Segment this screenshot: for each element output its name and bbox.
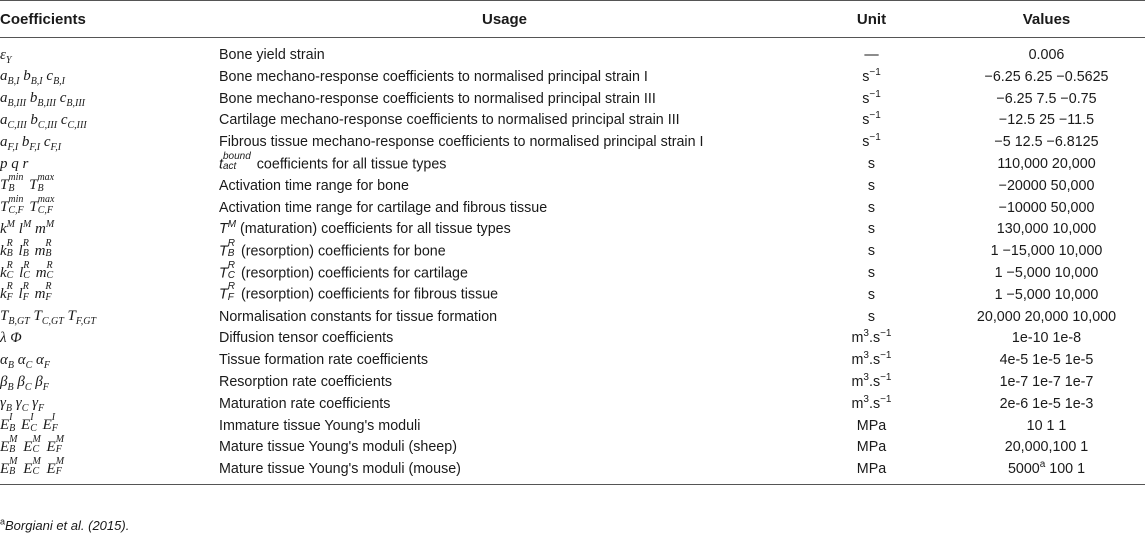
usage-cell: Bone mechano-response coefficients to normalised principal strain III (219, 90, 656, 107)
unit-cell: s (867, 264, 876, 281)
unit-cell: s (867, 177, 876, 194)
coefficient-cell: $a_{C,III}$ $b_{C,III}$ $c_{C,III}$ (0, 111, 87, 131)
usage-cell: Resorption rate coefficients (219, 373, 392, 390)
usage-cell: Cartilage mechano-response coefficients to normalised principal strain III (219, 112, 680, 129)
coefficient-cell: E I B E I C E I F (0, 412, 58, 434)
table-row (0, 284, 1145, 306)
table-row (0, 88, 1145, 110)
values-cell: −12.5 25 −11.5 (998, 112, 1095, 129)
coefficient-cell: E M B E M C E M F (0, 433, 65, 456)
values-cell: −6.25 6.25 −0.5625 (984, 68, 1109, 85)
table-row (0, 328, 1145, 350)
values-cell: 1e-7 1e-7 1e-7 (999, 373, 1094, 390)
coefficient-cell: $a_{F,I}$ $b_{F,I}$ $c_{F,I}$ (0, 133, 62, 153)
usage-cell: Mature tissue Young's moduli (mouse) (214, 458, 795, 484)
unit-cell: s (867, 221, 876, 238)
unit-cell: $m^3.s^{-1}$ (851, 372, 892, 390)
unit-cell: s (867, 155, 876, 172)
values-cell: −5 12.5 −6.8125 (994, 134, 1099, 151)
coefficient-cell: k R C l R C m R C (0, 259, 54, 282)
header-row (0, 1, 1145, 38)
table-row (0, 66, 1145, 88)
coefficient-cell: $\alpha_B$ $\alpha_C$ $\alpha_F$ (0, 351, 51, 371)
usage-cell: Activation time range for bone (219, 177, 409, 194)
table-row (0, 175, 1145, 197)
values-cell: 1 −5,000 10,000 (994, 264, 1099, 281)
values-cell: 1 −5,000 10,000 (994, 286, 1099, 303)
unit-cell: $m^3.s^{-1}$ (851, 350, 892, 369)
table-body (0, 38, 1145, 485)
usage-cell: Diffusion tensor coefficients (219, 330, 394, 347)
footnote: $^a$Borgiani et al. (2015). (0, 516, 130, 533)
usage-cell: T R B (resorption) coefficients for bone (219, 237, 446, 260)
values-cell: 2e-6 1e-5 1e-3 (999, 395, 1094, 412)
table-row (0, 415, 1145, 437)
unit-cell: MPa (856, 417, 887, 434)
table-row (0, 393, 1145, 415)
usage-cell: Fibrous tissue mechano-response coefficients to normalised principal strain I (219, 134, 704, 151)
table-row (0, 38, 1145, 67)
unit-cell: MPa (856, 439, 887, 456)
coefficient-cell: E M B E M C E M F (0, 458, 214, 484)
header-coefficients: Coefficients (0, 1, 214, 38)
unit-cell: $s^{-1}$ (862, 110, 881, 129)
table-row (0, 110, 1145, 132)
table-row (0, 153, 1145, 175)
values-cell: 0.006 (1028, 46, 1065, 63)
unit-cell: $s^{-1}$ (862, 132, 881, 151)
usage-cell: Maturation rate coefficients (219, 395, 391, 412)
values-cell: 1 −15,000 10,000 (990, 243, 1103, 260)
table-row (0, 240, 1145, 262)
unit-cell: s (867, 308, 876, 325)
coefficient-cell: $\gamma_B$ $\gamma_C$ $\gamma_F$ (0, 395, 45, 415)
usage-cell: Normalisation constants for tissue formation (219, 308, 498, 325)
values-cell: 20,000 20,000 10,000 (976, 308, 1117, 325)
coefficient-cell: p q r (0, 155, 29, 172)
header-usage: Usage (214, 1, 795, 38)
coefficient-cell: k R B l R B m R B (0, 237, 52, 260)
coefficient-cell: T min C,F T max C,F (0, 194, 55, 216)
table-row (0, 262, 1145, 284)
unit-cell: s (867, 286, 876, 303)
table-row (0, 371, 1145, 393)
unit-cell: MPa (795, 458, 948, 484)
coefficient-cell: $a_{B,I}$ $b_{B,I}$ $c_{B,I}$ (0, 68, 66, 88)
unit-cell: $m^3.s^{-1}$ (851, 328, 892, 347)
coefficient-cell: $\varepsilon_Y$ (0, 46, 12, 66)
unit-cell: $m^3.s^{-1}$ (851, 393, 892, 412)
usage-cell: Bone yield strain (219, 46, 325, 63)
usage-cell: Immature tissue Young's moduli (219, 417, 421, 434)
usage-cell: Mature tissue Young's moduli (sheep) (219, 439, 457, 456)
table-row (0, 437, 1145, 459)
usage-cell: T R C (resorption) coefficients for cartilage (219, 259, 468, 282)
usage-cell: $T^M$ (maturation) coefficients for all tissue types (219, 219, 511, 238)
unit-cell: s (867, 199, 876, 216)
values-cell: 4e-5 1e-5 1e-5 (999, 352, 1094, 369)
usage-cell: Tissue formation rate coefficients (219, 352, 428, 369)
usage-cell: Bone mechano-response coefficients to normalised principal strain I (219, 68, 648, 85)
header-unit: Unit (795, 1, 948, 38)
coefficient-cell: λ Φ (0, 329, 22, 346)
header-values: Values (948, 1, 1145, 38)
values-cell: −20000 50,000 (998, 177, 1095, 194)
coefficient-cell: $a_{B,III}$ $b_{B,III}$ $c_{B,III}$ (0, 90, 85, 110)
unit-cell: $s^{-1}$ (862, 88, 881, 107)
values-cell: 10 1 1 (1026, 417, 1067, 434)
unit-cell: — (864, 46, 879, 63)
values-cell: 1e-10 1e-8 (1011, 330, 1082, 347)
usage-cell: Activation time range for cartilage and fibrous tissue (219, 199, 548, 216)
table-row (0, 349, 1145, 371)
table-row (0, 197, 1145, 219)
coefficient-cell: $k^M$ $l^M$ $m^M$ (0, 218, 55, 237)
coefficient-cell: k R F l R F m R F (0, 281, 52, 303)
table-row (0, 458, 1145, 484)
values-cell: −10000 50,000 (998, 199, 1095, 216)
unit-cell: $s^{-1}$ (862, 66, 881, 85)
usage-cell: t bound act coefficients for all tissue types (219, 150, 447, 173)
coefficient-cell: $T_{B,GT}$ $T_{C,GT}$ $T_{F,GT}$ (0, 308, 96, 328)
unit-cell: s (867, 243, 876, 260)
coefficient-cell: $\beta_B$ $\beta_C$ $\beta_F$ (0, 373, 49, 393)
values-cell: 130,000 10,000 (996, 221, 1097, 238)
table-row (0, 306, 1145, 328)
values-cell: −6.25 7.5 −0.75 (996, 90, 1097, 107)
usage-cell: T R F (resorption) coefficients for fibrous tissue (219, 281, 499, 303)
values-cell: 110,000 20,000 (997, 155, 1096, 172)
values-cell: 5000$^a$ 100 1 (948, 458, 1145, 484)
table-row (0, 131, 1145, 153)
coefficient-cell: T min B T max B (0, 172, 55, 194)
values-cell: 20,000,100 1 (1004, 439, 1089, 456)
table-row (0, 219, 1145, 241)
